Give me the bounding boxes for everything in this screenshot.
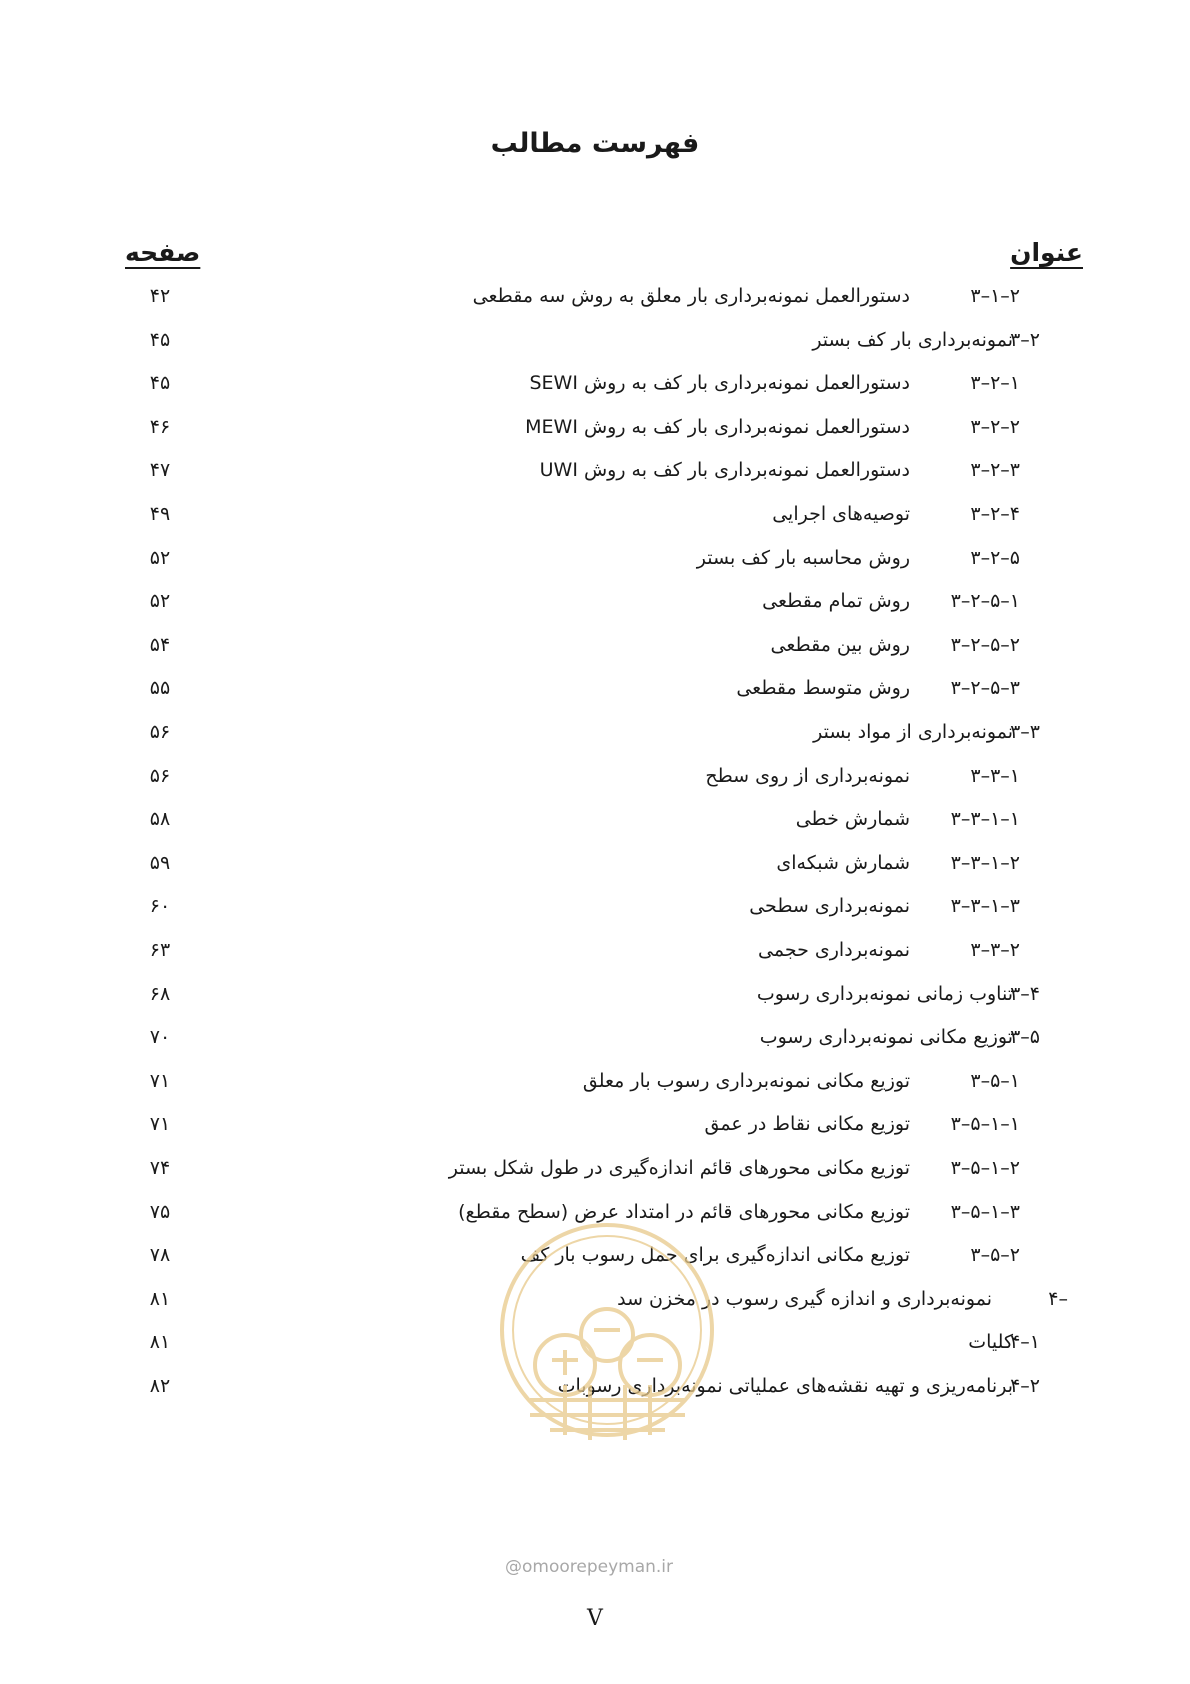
toc-section-title: توزیع مکانی نمونه‌برداری رسوب بار معلق (582, 1069, 910, 1092)
toc-section-title: نمونه‌برداری سطحی (749, 895, 910, 918)
toc-row[interactable] (0, 1067, 1190, 1114)
toc-page-number: ۴۹ (149, 503, 171, 525)
toc-page-number: ۴۲ (149, 285, 171, 307)
toc-row[interactable] (0, 326, 1190, 373)
toc-row[interactable] (0, 587, 1190, 634)
toc-section-title: کلیات (968, 1331, 1013, 1354)
toc-section-number: ۳–۲–۲ (970, 415, 1020, 438)
toc-section-title: شمارش شبکه‌ای (776, 851, 910, 874)
toc-section-number: ۳–۲–۴ (970, 503, 1020, 525)
toc-page-number: ۵۶ (149, 764, 171, 787)
toc-section-number: ۴– (1048, 1287, 1068, 1310)
toc-row[interactable] (0, 1198, 1190, 1245)
toc-section-number: ۳–۵–۱–۱ (950, 1113, 1020, 1136)
toc-page-number: ۷۸ (149, 1244, 171, 1267)
toc-row[interactable] (0, 849, 1190, 896)
toc-section-title: توزیع مکانی محورهای قائم اندازه‌گیری در طول شکل بستر (448, 1157, 910, 1179)
toc-page-number: ۵۵ (149, 677, 171, 700)
toc-section-title: روش بین مقطعی (770, 633, 910, 656)
toc-section-title: توصیه‌های اجرایی (772, 503, 910, 525)
toc-section-number: ۳–۵–۲ (970, 1244, 1020, 1267)
toc-section-number: ۳–۲–۵–۱ (950, 590, 1020, 613)
toc-row[interactable] (0, 762, 1190, 809)
toc-page-number: ۵۶ (149, 721, 171, 743)
toc-row[interactable] (0, 282, 1190, 329)
toc-section-number: ۳–۳–۱–۱ (950, 808, 1020, 831)
toc-section-number: ۳–۲–۵ (970, 546, 1020, 569)
toc-section-number: ۳–۳–۱ (970, 764, 1020, 787)
toc-section-number: ۳–۲–۵–۳ (950, 677, 1020, 700)
toc-section-title: دستورالعمل نمونه‌برداری بار کف به روش UWI (539, 459, 910, 482)
toc-row[interactable] (0, 1328, 1190, 1375)
toc-page-number: ۸۱ (149, 1287, 171, 1310)
toc-row[interactable] (0, 500, 1190, 547)
title-column-header: عنوان (1010, 238, 1083, 267)
toc-page-number: ۴۷ (149, 459, 171, 482)
toc-row[interactable] (0, 805, 1190, 852)
toc-section-title: توزیع مکانی نقاط در عمق (704, 1113, 910, 1136)
toc-page-number: ۶۳ (149, 939, 171, 961)
toc-page-number: ۷۱ (149, 1069, 171, 1092)
toc-row[interactable] (0, 980, 1190, 1027)
toc-section-title: شمارش خطی (795, 808, 910, 831)
toc-page-number: ۵۸ (149, 808, 171, 831)
toc-page-number: ۵۲ (149, 590, 171, 613)
toc-section-title: نمونه‌برداری حجمی (758, 939, 910, 961)
toc-section-title: نمونه‌برداری و اندازه گیری رسوب در مخزن سد (617, 1287, 992, 1310)
toc-page-number: ۶۸ (149, 982, 171, 1005)
toc-section-title: دستورالعمل نمونه‌برداری بار کف به روش MEWI (525, 415, 910, 438)
toc-row[interactable] (0, 1023, 1190, 1070)
toc-section-title: روش متوسط مقطعی (736, 677, 910, 700)
toc-row[interactable] (0, 1110, 1190, 1157)
toc-section-title: نمونه‌برداری از مواد بستر (813, 721, 1013, 743)
toc-section-number: ۴–۲ (1010, 1375, 1040, 1397)
toc-section-title: دستورالعمل نمونه‌برداری بار کف به روش SEWI (529, 372, 910, 395)
page-column-header: صفحه (125, 238, 201, 267)
toc-section-title: روش محاسبه بار کف بستر (696, 546, 910, 569)
toc-section-title: نمونه‌برداری بار کف بستر (812, 328, 1013, 351)
toc-section-number: ۳–۲ (1010, 328, 1040, 351)
toc-row[interactable] (0, 1285, 1190, 1332)
toc-row[interactable] (0, 1372, 1190, 1419)
toc-page-number: ۴۶ (149, 415, 171, 438)
toc-section-title: تناوب زمانی نمونه‌برداری رسوب (756, 982, 1013, 1005)
toc-page-number: ۵۹ (149, 851, 171, 874)
toc-row[interactable] (0, 369, 1190, 416)
toc-section-number: ۳–۵–۱–۲ (950, 1157, 1020, 1179)
toc-section-title: نمونه‌برداری از روی سطح (705, 764, 910, 787)
toc-page-number: ۸۲ (149, 1375, 171, 1397)
toc-row[interactable] (0, 674, 1190, 721)
toc-row[interactable] (0, 1241, 1190, 1288)
toc-section-title: توزیع مکانی اندازه‌گیری برای حمل رسوب بار کف (520, 1244, 910, 1267)
toc-section-number: ۳–۳–۲ (970, 939, 1020, 961)
page-title: فهرست مطالب (490, 128, 700, 159)
toc-row[interactable] (0, 631, 1190, 678)
toc-page-number: ۶۰ (149, 895, 171, 918)
toc-section-title: توزیع مکانی محورهای قائم در امتداد عرض (سطح مقطع) (458, 1200, 910, 1223)
toc-section-number: ۳–۵–۱ (970, 1069, 1020, 1092)
toc-page-number: ۷۴ (149, 1157, 171, 1179)
toc-section-number: ۳–۳–۱–۲ (950, 851, 1020, 874)
toc-section-number: ۳–۲–۳ (970, 459, 1020, 482)
toc-section-title: دستورالعمل نمونه‌برداری بار معلق به روش سه مقطعی (472, 285, 910, 307)
toc-section-number: ۳–۳–۱–۳ (950, 895, 1020, 918)
toc-section-number: ۳–۲–۱ (970, 372, 1020, 395)
toc-page-number: ۵۴ (149, 633, 171, 656)
toc-section-number: ۳–۳ (1010, 721, 1040, 743)
toc-row[interactable] (0, 413, 1190, 460)
toc-section-number: ۳–۲–۵–۲ (950, 633, 1020, 656)
page-number: V (587, 1606, 603, 1631)
toc-page-number: ۷۰ (149, 1026, 171, 1049)
toc-section-number: ۳–۱–۲ (970, 285, 1020, 307)
toc-section-number: ۳–۵–۱–۳ (950, 1200, 1020, 1223)
toc-row[interactable] (0, 456, 1190, 503)
toc-section-title: روش تمام مقطعی (762, 590, 910, 613)
toc-section-number: ۴–۱ (1010, 1331, 1040, 1354)
toc-row[interactable] (0, 718, 1190, 765)
toc-section-title: توزیع مکانی نمونه‌برداری رسوب (759, 1026, 1013, 1049)
toc-page-number: ۷۵ (149, 1200, 171, 1223)
toc-row[interactable] (0, 1154, 1190, 1201)
toc-section-number: ۳–۵ (1010, 1026, 1040, 1049)
toc-page-number: ۴۵ (149, 372, 171, 395)
toc-page-number: ۸۱ (149, 1331, 171, 1354)
toc-page-number: ۷۱ (149, 1113, 171, 1136)
toc-row[interactable] (0, 936, 1190, 983)
watermark-url: @omoorepeyman.ir (505, 1557, 674, 1577)
toc-page-number: ۴۵ (149, 328, 171, 351)
toc-page-number: ۵۲ (149, 546, 171, 569)
toc-row[interactable] (0, 892, 1190, 939)
toc-row[interactable] (0, 544, 1190, 591)
toc-section-title: برنامه‌ریزی و تهیه نقشه‌های عملیاتی نمونه‌برداری رسوبات (557, 1375, 1013, 1397)
toc-section-number: ۳–۴ (1010, 982, 1040, 1005)
